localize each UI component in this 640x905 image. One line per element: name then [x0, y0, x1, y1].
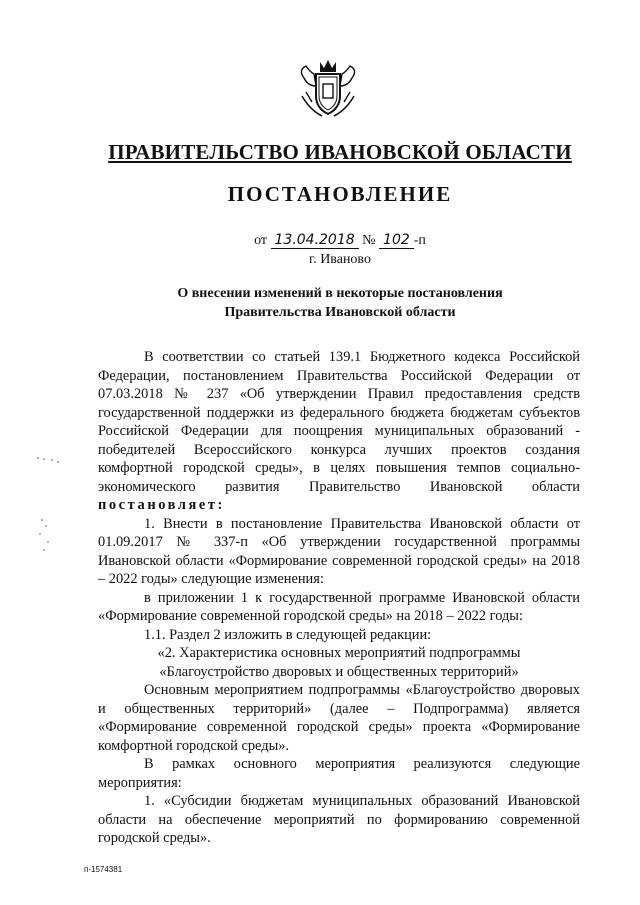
- government-title: ПРАВИТЕЛЬСТВО ИВАНОВСКОЙ ОБЛАСТИ: [108, 140, 572, 164]
- margin-scan-marks: [28, 450, 68, 590]
- paragraph-activities-intro: В рамках основного мероприятия реализуются следующие мероприятия:: [98, 756, 580, 791]
- date-prefix: от: [254, 233, 267, 248]
- document-number: 102: [379, 232, 414, 249]
- document-subject: [90, 284, 590, 322]
- footer-document-code: п-1574381: [84, 865, 123, 874]
- section-heading-line-1: «2. Характеристика основных мероприятий подпрограммы: [157, 645, 521, 661]
- number-prefix: №: [362, 233, 376, 248]
- document-body: [98, 348, 580, 848]
- paragraph-appendix: в приложении 1 к государственной программе Ивановской области «Формирование современной городской среды» на 2018 – 2022 годы:: [98, 589, 580, 624]
- city-name: г. Иваново: [309, 252, 371, 267]
- paragraph-item-1: 1. Внести в постановление Правительства Ивановской области от 01.09.2017 № 337-п «Об утверждении государственной программы Ивановской области «Формирование современной городской среды» на 2018 – 2022 годы» следующие изменения:: [98, 515, 580, 587]
- number-suffix: -п: [413, 233, 426, 248]
- section-heading-line-2: «Благоустройство дворовых и общественных территорий»: [159, 663, 519, 680]
- date-number-line: [90, 232, 590, 249]
- resolves-verb: постановляет:: [98, 497, 225, 513]
- subject-line-2: Правительства Ивановской области: [224, 305, 456, 320]
- document-date: 13.04.2018: [271, 232, 359, 249]
- paragraph-preamble: [98, 348, 580, 515]
- paragraph-item-1-1: 1.1. Раздел 2 изложить в следующей редакции:: [144, 626, 432, 643]
- paragraph-subsidies: 1. «Субсидии бюджетам муниципальных образований Ивановской области на обеспечение мероприятий по формированию современной городской среды».: [98, 793, 580, 846]
- paragraph-main-activity: Основным мероприятием подпрограммы «Благоустройство дворовых и общественных территорий» (далее – Подпрограмма) является «Формирование современной городской среды» проекта «Формирование комфортной городской среды».: [98, 682, 580, 754]
- coat-of-arms-emblem: [296, 56, 360, 120]
- preamble-text: В соответствии со статьей 139.1 Бюджетного кодекса Российской Федерации, постановлением Правительства Российской Федерации от 07.03.2018 № 237 «Об утверждении Правил предоставления средств государственной поддержки из федерального бюджета бюджетам субъектов Российской Федерации для поощрения муниципальных образований - победителей Всероссийского конкурса лучших проектов создания комфортной городской среды», в целях повышения темпов социально-экономического развития Правительство Ивановской области: [98, 349, 580, 495]
- document-type-title: ПОСТАНОВЛЕНИЕ: [227, 182, 453, 206]
- subject-line-1: О внесении изменений в некоторые постановления: [177, 286, 503, 301]
